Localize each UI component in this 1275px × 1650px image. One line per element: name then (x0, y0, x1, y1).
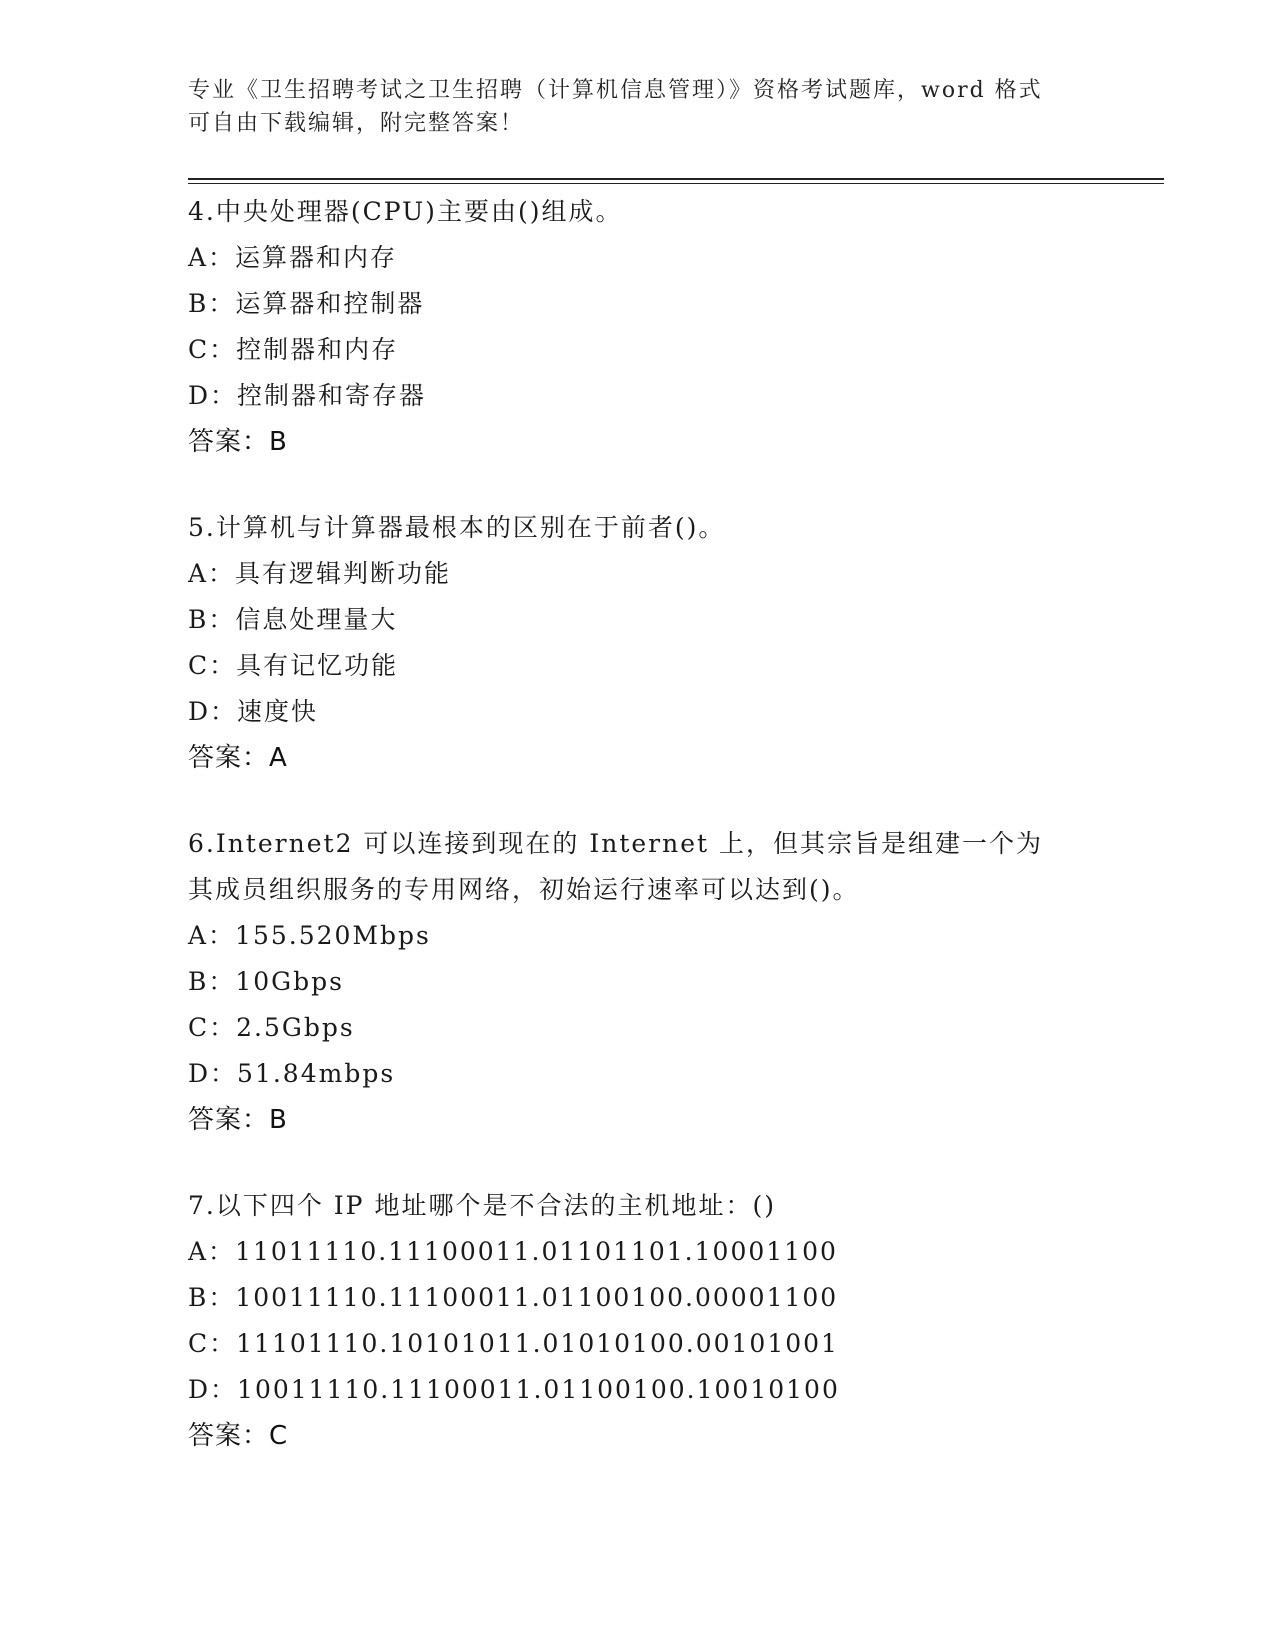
question-5 (188, 505, 1088, 781)
question-4 (188, 189, 1088, 465)
question-list (188, 189, 1088, 1499)
option-b: B：10Gbps (188, 967, 344, 996)
option-b: B：运算器和控制器 (188, 289, 425, 318)
question-6 (188, 821, 1088, 1143)
option-b: B：信息处理量大 (188, 605, 398, 634)
option-d: D：10011110.11100011.01100100.10010100 (188, 1375, 840, 1404)
answer-label: 答案：B (188, 427, 288, 457)
header-divider-thick (188, 178, 1164, 180)
option-b: B：10011110.11100011.01100100.00001100 (188, 1283, 839, 1312)
option-a: A：155.520Mbps (188, 921, 431, 950)
question-7 (188, 1183, 1088, 1459)
question-stem: 5.计算机与计算器最根本的区别在于前者()。 (188, 513, 726, 542)
option-d: D：速度快 (188, 697, 319, 726)
header-line-2: 可自由下载编辑，附完整答案！ (188, 111, 525, 136)
option-c: C：11101110.10101011.01010100.00101001 (188, 1329, 839, 1358)
answer-label: 答案：C (188, 1421, 289, 1451)
option-d: D：51.84mbps (188, 1059, 396, 1088)
option-a: A：运算器和内存 (188, 243, 398, 272)
answer-label: 答案：A (188, 743, 288, 773)
option-c: C：具有记忆功能 (188, 651, 399, 680)
header-divider-thin (188, 183, 1164, 184)
header-line-1: 专业《卫生招聘考试之卫生招聘（计算机信息管理）》资格考试题库，word 格式 (188, 78, 1043, 103)
option-c: C：控制器和内存 (188, 335, 399, 364)
document-header (188, 74, 1088, 140)
answer-label: 答案：B (188, 1105, 288, 1135)
option-a: A：具有逻辑判断功能 (188, 559, 452, 588)
question-stem: 7.以下四个 IP 地址哪个是不合法的主机地址：() (188, 1191, 776, 1220)
question-stem-line-2: 其成员组织服务的专用网络，初始运行速率可以达到()。 (188, 875, 860, 904)
question-stem-line-1: 6.Internet2 可以连接到现在的 Internet 上，但其宗旨是组建一个为 (188, 829, 1044, 858)
option-a: A：11011110.11100011.01101101.10001100 (188, 1237, 838, 1266)
option-d: D：控制器和寄存器 (188, 381, 427, 410)
option-c: C：2.5Gbps (188, 1013, 355, 1042)
question-stem: 4.中央处理器(CPU)主要由()组成。 (188, 197, 623, 226)
